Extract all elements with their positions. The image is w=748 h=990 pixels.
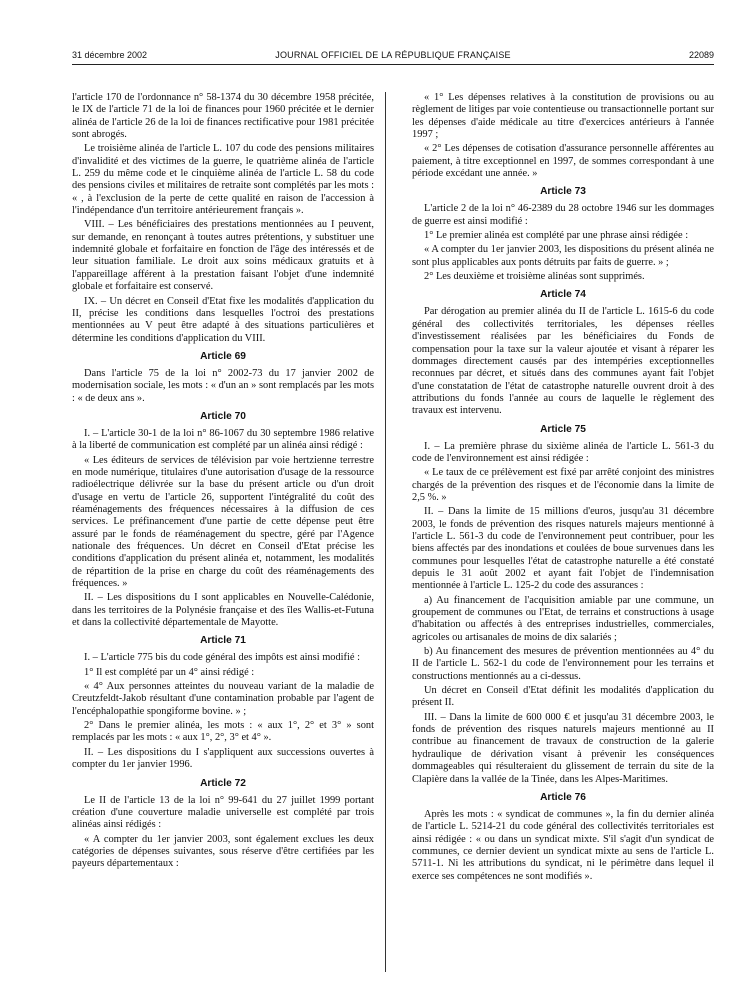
- header-rule: [72, 64, 714, 65]
- paragraph: II. – Les dispositions du I s'appliquent aux successions ouvertes à compter du 1er janvier 1996.: [72, 746, 374, 771]
- text-columns: [72, 92, 714, 885]
- paragraph: II. – Les dispositions du I sont applicables en Nouvelle-Calédonie, dans les territoires de la Polynésie française et des îles Wallis-et-Futuna et dans la collectivité départementale de Mayotte.: [72, 592, 374, 629]
- header-journal-title: JOURNAL OFFICIEL DE LA RÉPUBLIQUE FRANÇAISE: [275, 50, 511, 60]
- paragraph: III. – Dans la limite de 600 000 € et jusqu'au 31 décembre 2003, le fonds de prévention des risques naturels majeurs mentionné au II contribue au financement de travaux de construction de la galerie hydraulique de dérivation visant à prévenir les conséquences dommageables qui résulteraient du glissement de terrain du site de la Clapière dans la vallée de la Tinée, dans les Alpes-Maritimes.: [412, 711, 714, 785]
- paragraph: « A compter du 1er janvier 2003, les dispositions du présent alinéa ne sont plus applicables aux ponts détruits par faits de guerre. » ;: [412, 244, 714, 268]
- paragraph: Le troisième alinéa de l'article L. 107 du code des pensions militaires d'invalidité et des victimes de la guerre, le quatrième alinéa de l'article L. 259 du même code et le cinquième alinéa de l'article L. 58 du code des pensions civiles et militaires de retraite sont complétés par les mots : « , à l'exclusion de la perte de cette qualité en raison de l'accession à l'indépendance d'un territoire antérieurement français ».: [72, 143, 374, 217]
- paragraph: « Le taux de ce prélèvement est fixé par arrêté conjoint des ministres chargés de la prévention des risques et de l'économie dans la limite de 2,5 %. »: [412, 467, 714, 503]
- article-heading: Article 76: [540, 791, 586, 803]
- paragraph: Par dérogation au premier alinéa du II de l'article L. 1615-6 du code général des collectivités territoriales, les dépenses réelles d'investissement réalisées par les bénéficiaires du Fonds de compensation pour la taxe sur la valeur ajoutée et visant à réparer les dommages directement causés par des intempéries exceptionnelles reconnues par décret, et situés dans des communes ayant fait l'objet d'une constatation de l'état de catastrophe naturelle ouvrent droit à des attributions du fonds l'année au cours de laquelle le règlement des travaux est intervenu.: [412, 306, 714, 417]
- article-heading: Article 71: [200, 635, 246, 647]
- paragraph: 1° Il est complété par un 4° ainsi rédigé :: [84, 666, 255, 678]
- header-date: 31 décembre 2002: [72, 50, 148, 60]
- paragraph: L'article 2 de la loi n° 46-2389 du 28 octobre 1946 sur les dommages de guerre est ainsi modifié :: [412, 203, 714, 227]
- article-heading: Article 73: [540, 186, 586, 198]
- paragraph: « 2° Les dépenses de cotisation d'assurance personnelle afférentes au paiement, à titre exceptionnel en 1997, de sommes correspondant à une période excédant une année. »: [412, 143, 714, 180]
- paragraph: « 1° Les dépenses relatives à la constitution de provisions ou au règlement de litiges par voie contentieuse ou transactionnelle portant sur les dépenses d'aide médicale au titre d'exercices antérieurs à l'année 1997 ;: [412, 92, 714, 141]
- paragraph: II. – Dans la limite de 15 millions d'euros, jusqu'au 31 décembre 2003, le fonds de prévention des risques naturels majeurs mentionné à l'article L. 561-3 du code de l'environnement peut contribuer, pour les biens affectés par des inondations et coulées de boue survenues dans les communes pour lesquelles l'état de catastrophe naturelle a été constaté depuis le 31 août 2002 et ayant fait l'objet de l'indemnisation mentionnée à l'article L. 125-2 du code des assurances :: [412, 506, 714, 592]
- article-heading: Article 70: [200, 410, 246, 422]
- paragraph: a) Au financement de l'acquisition amiable par une commune, un groupement de communes ou l'Etat, de terrains et constructions à usage d'habitation ou affectés à des entreprises industrielles, commerciales, agricoles ou artisanales de moins de dix salariés ;: [412, 594, 714, 643]
- paragraph: Après les mots : « syndicat de communes », la fin du dernier alinéa de l'article L. 5214-21 du code général des collectivités territoriales est ainsi rédigée : « ou dans un syndicat mixte. S'il s'agit d'un syndicat de communes, ce dernier devient un syndicat mixte au sens de l'article L. 5711-1. Ni les attributions du syndicat, ni le périmètre dans lequel il exerce ses compétences ne sont modifiés ».: [412, 808, 714, 882]
- paragraph: l'article 170 de l'ordonnance n° 58-1374 du 30 décembre 1958 précitée, le IX de l'article 71 de la loi de finances pour 1960 précitée et le dernier alinéa de l'article 26 de la loi de finances rectificative pour 1981 précitée sont abrogés.: [72, 92, 374, 141]
- paragraph: « A compter du 1er janvier 2003, sont également exclues les deux catégories de dépenses suivantes, sous réserve d'être certifiées par les payeurs départementaux :: [72, 833, 374, 870]
- paragraph: « Les éditeurs de services de télévision par voie hertzienne terrestre en mode numérique, titulaires d'une autorisation d'usage de la ressource radioélectrique délivrée sur la base du présent article ou d'un droit d'usage en vertu de l'article 26, supportent l'intégralité du coût des réaménagements des fréquences nécessaires à la diffusion de ces services. Le préfinancement d'une partie de cette dépense peut être assuré par le fonds de réaménagement du spectre, géré par l'Agence nationale des fréquences. Un décret en Conseil d'Etat précise les conditions d'application du présent alinéa et, notamment, les modalités de répartition de la prise en charge du coût des réaménagements des fréquences. »: [72, 454, 374, 590]
- paragraph: Un décret en Conseil d'Etat définit les modalités d'application du présent II.: [412, 685, 714, 709]
- paragraph: Le II de l'article 13 de la loi n° 99-641 du 27 juillet 1999 portant création d'une couverture maladie universelle est complété par trois alinéas ainsi rédigés :: [72, 794, 374, 831]
- paragraph: I. – L'article 775 bis du code général des impôts est ainsi modifié :: [84, 652, 361, 664]
- page-header: [72, 48, 714, 62]
- paragraph: I. – L'article 30-1 de la loi n° 86-1067 du 30 septembre 1986 relative à la liberté de communication est complété par un alinéa ainsi rédigé :: [72, 427, 374, 452]
- paragraph: Dans l'article 75 de la loi n° 2002-73 du 17 janvier 2002 de modernisation sociale, les mots : « d'un an » sont remplacés par les mots : « de deux ans ».: [72, 367, 374, 404]
- paragraph: 2° Dans le premier alinéa, les mots : « aux 1°, 2° et 3° » sont remplacés par les mots : « aux 1°, 2°, 3° et 4° ».: [72, 720, 374, 744]
- paragraph: 1° Le premier alinéa est complété par une phrase ainsi rédigée :: [424, 230, 689, 242]
- paragraph: IX. – Un décret en Conseil d'Etat fixe les modalités d'application du II, précise les conditions dans lesquelles l'octroi des prestations mentionnées au V peut être adapté à des situations particulières et détermine les conditions d'application du VIII.: [72, 295, 374, 344]
- paragraph: 2° Les deuxième et troisième alinéas sont supprimés.: [424, 271, 645, 283]
- article-heading: Article 69: [200, 350, 246, 362]
- right-column: [412, 92, 714, 885]
- article-heading: Article 72: [200, 777, 246, 789]
- paragraph: « 4° Aux personnes atteintes du nouveau variant de la maladie de Creutzfeldt-Jakob résultant d'une contamination probable par l'agent de l'encéphalopathie spongiforme bovine. » ;: [72, 681, 374, 717]
- paragraph: I. – La première phrase du sixième alinéa de l'article L. 561-3 du code de l'environnement est ainsi rédigée :: [412, 440, 714, 464]
- header-page-number: 22089: [688, 50, 714, 60]
- article-heading: Article 75: [540, 423, 586, 435]
- paragraph: b) Au financement des mesures de prévention mentionnées au 4° du II de l'article L. 562-1 du code de l'environnement pour les terrains et constructions mentionnés au a ci-dessus.: [412, 646, 714, 682]
- left-column: [72, 92, 374, 885]
- article-heading: Article 74: [540, 289, 586, 301]
- paragraph: VIII. – Les bénéficiaires des prestations mentionnées au I peuvent, sur demande, en renonçant à toutes autres prétentions, y substituer une indemnité globale et forfaitaire en fonction de l'âge des intéressés et de leur situation familiale. Le droit aux soins médicaux gratuits et à l'appareillage afférent à la prestation faisant l'objet d'une indemnité globale et forfaitaire est conservé.: [72, 219, 374, 293]
